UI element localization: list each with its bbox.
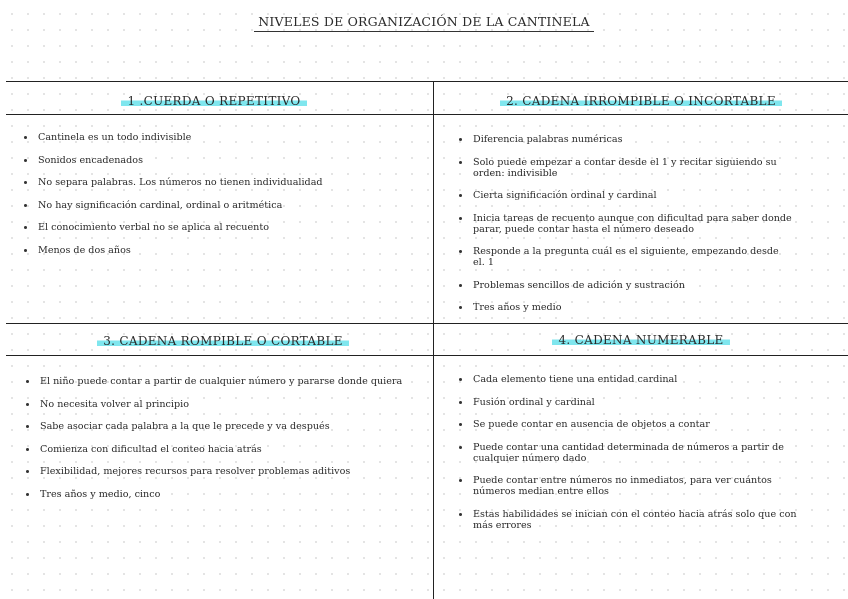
- list-item: Sabe asociar cada palabra a la que le precede y va después: [24, 421, 429, 432]
- list-item: Solo puede empezar a contar desde el 1 y recitar siguiendo su orden: indivisible: [457, 157, 793, 179]
- list-item: Cada elemento tiene una entidad cardinal: [457, 374, 815, 385]
- list-item: Tres años y medio, cinco: [24, 489, 429, 500]
- list-item: Comienza con dificultad el conteo hacia atrás: [24, 444, 429, 455]
- list-item: Se puede contar en ausencia de objetos a contar: [457, 419, 815, 430]
- list-item: Diferencia palabras numéricas: [457, 134, 793, 145]
- section-2-heading-text: 2. CADENA IRROMPIBLE O INCORTABLE: [500, 94, 782, 108]
- list-item: Cierta significación ordinal y cardinal: [457, 190, 793, 201]
- section-2-heading: [434, 94, 848, 108]
- section-2-list: [457, 134, 793, 325]
- list-item: Sonidos encadenados: [22, 155, 422, 166]
- list-item: El niño puede contar a partir de cualquier número y pararse donde quiera: [24, 376, 429, 387]
- section-4-heading-text: 4. CADENA NUMERABLE: [552, 333, 729, 347]
- section-3-4-heading-underline: [6, 355, 848, 356]
- list-item: Menos de dos años: [22, 245, 422, 256]
- section-1-heading-text: 1 .CUERDA O REPETITIVO: [121, 94, 306, 108]
- list-item: Problemas sencillos de adición y sustración: [457, 280, 793, 291]
- page-title: [0, 14, 848, 32]
- section-1-heading: [6, 94, 422, 108]
- section-1-list: [22, 132, 422, 267]
- section-4-heading: [434, 333, 848, 347]
- section-3-heading: [6, 334, 440, 348]
- section-3-list: [24, 376, 429, 511]
- list-item: No hay significación cardinal, ordinal o aritmética: [22, 200, 422, 211]
- list-item: Flexibilidad, mejores recursos para resolver problemas aditivos: [24, 466, 429, 477]
- list-item: No separa palabras. Los números no tienen individualidad: [22, 177, 422, 188]
- list-item: Puede contar una cantidad determinada de números a partir de cualquier número dado: [457, 442, 815, 464]
- top-divider: [6, 81, 848, 82]
- list-item: Responde a la pregunta cuál es el siguiente, empezando desde el. 1: [457, 246, 793, 268]
- list-item: Tres años y medio: [457, 302, 793, 313]
- section-3-heading-text: 3. CADENA ROMPIBLE O CORTABLE: [97, 334, 349, 348]
- page-title-text: NIVELES DE ORGANIZACIÓN DE LA CANTINELA: [254, 14, 593, 32]
- section-1-2-heading-underline: [6, 114, 848, 115]
- list-item: Cantinela es un todo indivisible: [22, 132, 422, 143]
- list-item: Fusión ordinal y cardinal: [457, 397, 815, 408]
- section-4-list: [457, 374, 815, 542]
- list-item: Inicia tareas de recuento aunque con dificultad para saber donde parar, puede contar hasta el número deseado: [457, 213, 793, 235]
- list-item: No necesita volver al principio: [24, 399, 429, 410]
- list-item: El conocimiento verbal no se aplica al recuento: [22, 222, 422, 233]
- list-item: Estas habilidades se inician con el conteo hacia atrás solo que con más errores: [457, 509, 815, 531]
- list-item: Puede contar entre números no inmediatos, para ver cuántos números median entre ellos: [457, 475, 815, 497]
